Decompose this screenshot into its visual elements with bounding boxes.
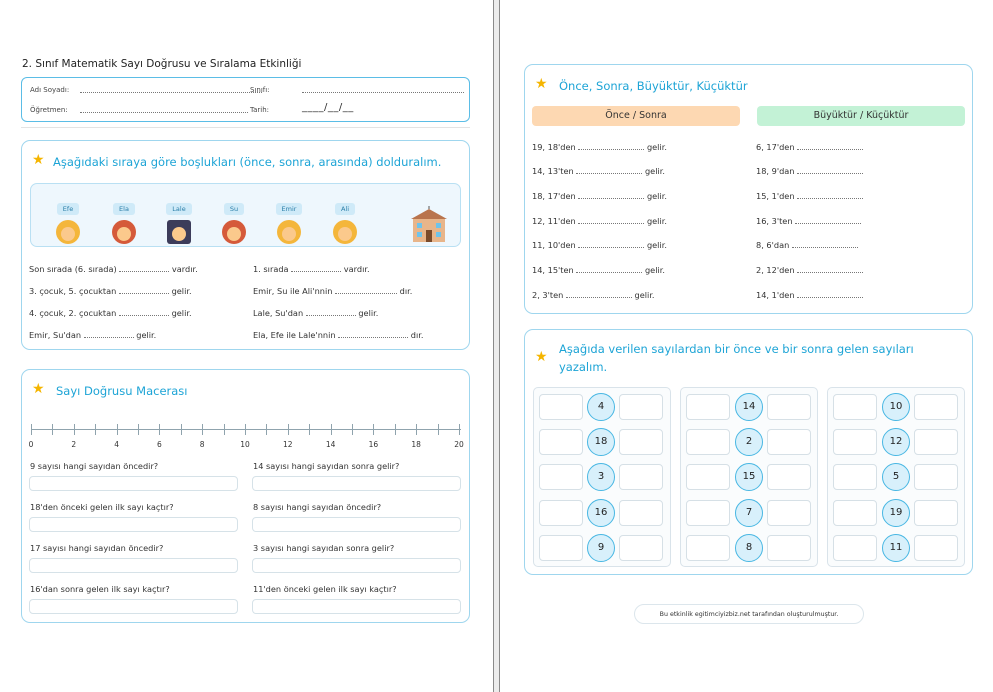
after-answer-box[interactable] — [914, 429, 958, 455]
answer-blank[interactable] — [119, 285, 169, 294]
after-answer-box[interactable] — [914, 464, 958, 490]
answer-blank[interactable] — [797, 190, 863, 199]
compare-question — [532, 239, 667, 250]
question-text: gelir. — [171, 286, 192, 296]
given-number: 9 — [587, 534, 615, 562]
answer-blank[interactable] — [291, 263, 341, 272]
given-number: 16 — [587, 499, 615, 527]
name-field[interactable] — [80, 85, 262, 93]
answer-box[interactable] — [29, 599, 238, 614]
student-info-box — [21, 77, 470, 122]
number-line-label: 14 — [325, 440, 336, 449]
before-answer-box[interactable] — [833, 535, 877, 561]
before-after-header: Önce / Sonra — [532, 106, 740, 126]
given-number: 12 — [882, 428, 910, 456]
question-text: Emir, Su'dan — [29, 330, 82, 340]
before-answer-box[interactable] — [833, 394, 877, 420]
before-answer-box[interactable] — [686, 464, 730, 490]
question-text: Son sırada (6. sırada) — [29, 264, 117, 274]
boy-face-icon — [56, 220, 80, 244]
number-group-1 — [533, 387, 671, 567]
numberline-question: 3 sayısı hangi sayıdan sonra gelir? — [253, 543, 395, 553]
greater-less-header: Büyüktür / Küçüktür — [757, 106, 965, 126]
order-question — [253, 329, 423, 340]
number-line-tick — [95, 424, 96, 435]
question-text: 8, 6'dan — [756, 240, 790, 250]
number-line-tick — [224, 424, 225, 435]
answer-blank[interactable] — [566, 289, 632, 298]
after-answer-box[interactable] — [619, 500, 663, 526]
question-text: 11, 10'den — [532, 240, 576, 250]
order-section-title: Aşağıdaki sıraya göre boşlukları (önce, sonra, arasında) dolduralım. — [53, 155, 442, 169]
question-text: 15, 1'den — [756, 191, 795, 201]
given-number: 4 — [587, 393, 615, 421]
question-text: 6, 17'den — [756, 142, 795, 152]
right-page — [500, 0, 993, 692]
given-number: 10 — [882, 393, 910, 421]
given-number: 19 — [882, 499, 910, 527]
answer-blank[interactable] — [578, 141, 644, 150]
answer-box[interactable] — [29, 558, 238, 573]
compare-question — [532, 289, 655, 300]
number-group-3 — [827, 387, 965, 567]
question-text: gelir. — [646, 240, 667, 250]
before-answer-box[interactable] — [686, 500, 730, 526]
after-answer-box[interactable] — [914, 394, 958, 420]
answer-blank[interactable] — [119, 307, 169, 316]
kid-ela — [108, 196, 140, 244]
order-question — [29, 263, 198, 274]
after-answer-box[interactable] — [914, 535, 958, 561]
boy-face-icon — [277, 220, 301, 244]
numberline-question: 9 sayısı hangi sayıdan öncedir? — [30, 461, 159, 471]
answer-blank[interactable] — [338, 329, 408, 338]
number-line-label: 6 — [157, 440, 162, 449]
left-page — [0, 0, 493, 692]
number-line-tick — [181, 424, 182, 435]
answer-blank[interactable] — [84, 329, 134, 338]
question-text: 12, 11'den — [532, 216, 576, 226]
answer-blank[interactable] — [797, 141, 863, 150]
question-text: dır. — [410, 330, 424, 340]
question-text: Ela, Efe ile Lale'nnin — [253, 330, 336, 340]
given-number: 2 — [735, 428, 763, 456]
answer-blank[interactable] — [797, 289, 863, 298]
compare-question — [756, 141, 863, 152]
number-line-label: 18 — [411, 440, 421, 449]
before-answer-box[interactable] — [686, 394, 730, 420]
compare-question — [532, 141, 667, 152]
question-text: gelir. — [634, 290, 655, 300]
number-line-label: 12 — [283, 440, 293, 449]
question-text: gelir. — [646, 191, 667, 201]
answer-blank[interactable] — [306, 307, 356, 316]
number-group-2 — [680, 387, 818, 567]
number-line — [28, 420, 464, 450]
compare-question — [756, 215, 861, 226]
question-text: gelir. — [644, 166, 665, 176]
question-text: gelir. — [646, 216, 667, 226]
question-text: dır. — [399, 286, 413, 296]
before-answer-box[interactable] — [539, 535, 583, 561]
number-line-tick — [138, 424, 139, 435]
kid-efe — [52, 196, 84, 244]
answer-blank[interactable] — [335, 285, 397, 294]
before-answer-box[interactable] — [539, 464, 583, 490]
after-answer-box[interactable] — [619, 429, 663, 455]
before-answer-box[interactable] — [539, 394, 583, 420]
before-answer-box[interactable] — [686, 429, 730, 455]
kids-lineup — [30, 183, 461, 247]
given-number: 15 — [735, 463, 763, 491]
number-line-tick — [309, 424, 310, 435]
question-text: 1. sırada — [253, 264, 289, 274]
numberline-section-title: Sayı Doğrusu Macerası — [56, 384, 188, 398]
question-text: 2, 3'ten — [532, 290, 564, 300]
question-text: gelir. — [644, 265, 665, 275]
date-field[interactable]: ____/__/__ — [302, 102, 354, 113]
kid-name: Ela — [113, 203, 135, 215]
question-text: gelir. — [358, 308, 379, 318]
answer-blank[interactable] — [119, 263, 169, 272]
number-line-tick — [266, 424, 267, 435]
question-text: gelir. — [136, 330, 157, 340]
number-line-tick — [395, 424, 396, 435]
given-number: 8 — [735, 534, 763, 562]
answer-blank[interactable] — [578, 215, 644, 224]
number-line-label: 10 — [240, 440, 250, 449]
number-line-label: 4 — [114, 440, 119, 449]
after-answer-box[interactable] — [767, 429, 811, 455]
boy-face-icon — [333, 220, 357, 244]
star-icon: ★ — [535, 349, 548, 365]
number-line-tick — [31, 424, 32, 435]
kid-lale — [163, 196, 195, 244]
question-text: 14, 13'ten — [532, 166, 574, 176]
graduate-icon — [167, 220, 191, 244]
after-answer-box[interactable] — [619, 394, 663, 420]
number-line-tick — [416, 424, 417, 435]
after-answer-box[interactable] — [767, 535, 811, 561]
number-line-tick — [159, 424, 160, 435]
given-number: 5 — [882, 463, 910, 491]
numberline-question: 11'den önceki gelen ilk sayı kaçtır? — [253, 584, 397, 594]
order-question — [253, 263, 370, 274]
number-line-tick — [352, 424, 353, 435]
number-line-label: 0 — [28, 440, 34, 449]
answer-blank[interactable] — [797, 264, 863, 273]
question-text: vardır. — [343, 264, 370, 274]
numberline-question: 8 sayısı hangi sayıdan öncedir? — [253, 502, 382, 512]
question-text: 3. çocuk, 5. çocuktan — [29, 286, 117, 296]
compare-question — [532, 165, 665, 176]
school-icon — [409, 206, 449, 242]
number-line-tick — [52, 424, 53, 435]
divider — [21, 127, 470, 128]
given-number: 3 — [587, 463, 615, 491]
numberline-question: 17 sayısı hangi sayıdan öncedir? — [30, 543, 164, 553]
answer-blank[interactable] — [792, 239, 858, 248]
before-answer-box[interactable] — [539, 500, 583, 526]
order-question — [253, 285, 412, 296]
number-line-tick — [202, 424, 203, 435]
compare-question — [756, 239, 858, 250]
answer-box[interactable] — [252, 558, 461, 573]
compare-question — [532, 215, 667, 226]
class-field[interactable] — [302, 85, 464, 93]
order-question — [29, 285, 192, 296]
number-line-tick — [117, 424, 118, 435]
order-question — [29, 307, 192, 318]
given-number: 14 — [735, 393, 763, 421]
answer-blank[interactable] — [576, 264, 642, 273]
teacher-label: Öğretmen: — [30, 106, 68, 114]
number-line-label: 16 — [368, 440, 379, 449]
kid-name: Emir — [276, 203, 303, 215]
page-gutter — [493, 0, 500, 692]
after-answer-box[interactable] — [619, 535, 663, 561]
compare-question — [532, 190, 667, 201]
name-label: Adı Soyadı: — [30, 86, 70, 94]
before-answer-box[interactable] — [539, 429, 583, 455]
kid-name: Lale — [166, 203, 191, 215]
after-answer-box[interactable] — [619, 464, 663, 490]
order-question — [29, 329, 156, 340]
compare-question — [756, 190, 863, 201]
after-answer-box[interactable] — [767, 500, 811, 526]
neighbors-title-line2: yazalım. — [559, 360, 608, 374]
number-line-tick — [459, 424, 460, 435]
kid-su — [218, 196, 250, 244]
order-question — [253, 307, 378, 318]
number-line-label: 8 — [199, 440, 205, 449]
numberline-question: 14 sayısı hangi sayıdan sonra gelir? — [253, 461, 400, 471]
answer-blank[interactable] — [578, 190, 644, 199]
answer-box[interactable] — [252, 476, 461, 491]
kid-name: Su — [224, 203, 244, 215]
number-line-tick — [438, 424, 439, 435]
class-label: Sınıfı: — [250, 86, 270, 94]
question-text: 16, 3'ten — [756, 216, 793, 226]
number-line-label: 20 — [454, 440, 464, 449]
question-text: 19, 18'den — [532, 142, 576, 152]
after-answer-box[interactable] — [767, 394, 811, 420]
before-answer-box[interactable] — [686, 535, 730, 561]
number-line-tick — [331, 424, 332, 435]
question-text: gelir. — [171, 308, 192, 318]
kid-name: Ali — [335, 203, 355, 215]
before-answer-box[interactable] — [833, 500, 877, 526]
numberline-question: 16'dan sonra gelen ilk sayı kaçtır? — [30, 584, 170, 594]
girl-face-icon — [112, 220, 136, 244]
question-text: Emir, Su ile Ali'nnin — [253, 286, 333, 296]
footer-credit: Bu etkinlik egitimciyizbiz.net tarafından oluşturulmuştur. — [634, 604, 864, 624]
answer-blank[interactable] — [797, 165, 863, 174]
question-text: 18, 9'dan — [756, 166, 795, 176]
given-number: 11 — [882, 534, 910, 562]
question-text: 18, 17'den — [532, 191, 576, 201]
question-text: Lale, Su'dan — [253, 308, 304, 318]
kid-emir — [273, 196, 305, 244]
answer-box[interactable] — [29, 517, 238, 532]
question-text: vardır. — [171, 264, 198, 274]
given-number: 18 — [587, 428, 615, 456]
given-number: 7 — [735, 499, 763, 527]
after-answer-box[interactable] — [914, 500, 958, 526]
number-line-label: 2 — [71, 440, 77, 449]
answer-box[interactable] — [252, 517, 461, 532]
kid-name: Efe — [57, 203, 79, 215]
compare-section-title: Önce, Sonra, Büyüktür, Küçüktür — [559, 79, 748, 93]
compare-question — [756, 289, 863, 300]
compare-question — [532, 264, 665, 275]
star-icon: ★ — [535, 76, 548, 92]
question-text: 14, 15'ten — [532, 265, 574, 275]
question-text: 2, 12'den — [756, 265, 795, 275]
number-line-tick — [74, 424, 75, 435]
answer-box[interactable] — [29, 476, 238, 491]
worksheet-title: 2. Sınıf Matematik Sayı Doğrusu ve Sıralama Etkinliği — [22, 58, 302, 70]
answer-box[interactable] — [252, 599, 461, 614]
question-text: gelir. — [646, 142, 667, 152]
number-line-tick — [288, 424, 289, 435]
teacher-field[interactable] — [80, 105, 248, 113]
answer-blank[interactable] — [576, 165, 642, 174]
neighbors-title-line1: Aşağıda verilen sayılardan bir önce ve bir sonra gelen sayıları — [559, 342, 914, 356]
number-line-tick — [245, 424, 246, 435]
compare-question — [756, 165, 863, 176]
after-answer-box[interactable] — [767, 464, 811, 490]
compare-question — [756, 264, 863, 275]
answer-blank[interactable] — [578, 239, 644, 248]
date-label: Tarih: — [250, 106, 270, 114]
kid-ali — [329, 196, 361, 244]
question-text: 14, 1'den — [756, 290, 795, 300]
girl-face-icon — [222, 220, 246, 244]
star-icon: ★ — [32, 381, 45, 397]
answer-blank[interactable] — [795, 215, 861, 224]
before-answer-box[interactable] — [833, 429, 877, 455]
compare-section — [524, 64, 973, 314]
numberline-question: 18'den önceki gelen ilk sayı kaçtır? — [30, 502, 174, 512]
before-answer-box[interactable] — [833, 464, 877, 490]
star-icon: ★ — [32, 152, 45, 168]
number-line-tick — [373, 424, 374, 435]
question-text: 4. çocuk, 2. çocuktan — [29, 308, 117, 318]
